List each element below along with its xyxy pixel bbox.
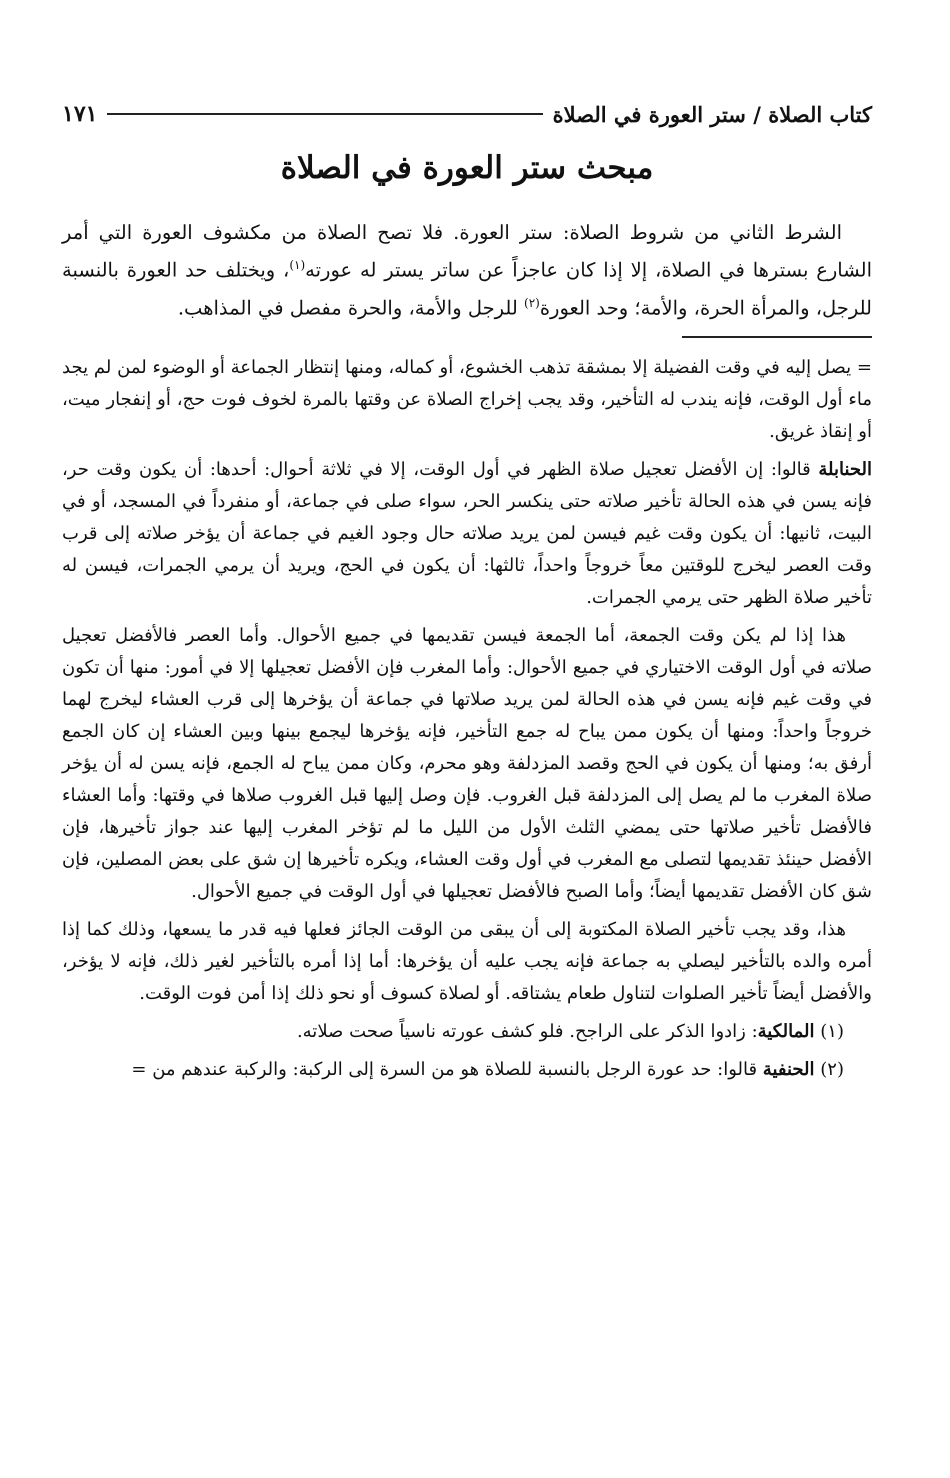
section-title: مبحث ستر العورة في الصلاة xyxy=(280,150,654,186)
running-title: كتاب الصلاة / ستر العورة في الصلاة xyxy=(552,101,872,127)
footnote-2-number: (٢) xyxy=(820,1059,844,1080)
note-paragraph-2: هذا إذا لم يكن وقت الجمعة، أما الجمعة فيسن تقديمها في جميع الأحوال. وأما العصر فالأفضل تعجيل صلاته في أول الوقت الاختياري في جميع الأحوال: وأما المغرب فإن الأفضل تعجيلها إلا في أمور: منها أن تكون في وقت غيم فإنه يسن في هذه الحالة لمن يريد صلاتها في جماعة أن يؤخرها إلى قرب العشاء ليخرج لهما خروجاً واحداً: ومنها أن يكون ممن يباح له جمع التأخير، فإنه يؤخرها ليجمع بينها وبين العشاء إن كان الجمع أرفق به؛ ومنها أن يكون في الحج وقصد المزدلفة وهو محرم، وكان ممن يباح له الجمع، فإنه يسن له أن يؤخر صلاة المغرب ما لم يصل إلى المزدلفة قبل الغروب. فإن وصل إليها قبل الغروب صلاها في وقتها: وأما العشاء فالأفضل تأخير صلاتها حتى يمضي الثلث الأول من الليل ما لم تؤخر المغرب إليها عند جواز تأخيرها، فإن الأفضل حينئذ تقديمها لتصلى مع المغرب في أول وقت العشاء، ويكره تأخيرها إن شق على بعض المصلين، فإن شق كان الأفضل تقديمها أيضاً؛ وأما الصبح فالأفضل تعجيلها في أول الوقت في جميع الأحوال. xyxy=(62,625,873,902)
main-text-part-3: للرجل والأمة، والحرة مفصل في المذاهب. xyxy=(177,296,524,319)
footnote-1-text: : زادوا الذكر على الراجح. فلو كشف عورته ناسياً صحت صلاته. xyxy=(296,1021,758,1042)
note-paragraph-3: هذا، وقد يجب تأخير الصلاة المكتوبة إلى أن يبقى من الوقت الجائز فعلها فيه قدر ما يسعها، وذلك كما إذا أمره والده بالتأخير ليصلي به جماعة فإنه يجب عليه أن يؤخرها: أما إذا أمره بالتأخير لغير ذلك، فإنه لا يؤخر، والأفضل أيضاً تأخير الصلوات لتناول طعام يشتاقه. أو لصلاة كسوف أو نحو ذلك إذا أمن فوت الوقت. xyxy=(62,919,872,1004)
footnote-ref-2: (٢) xyxy=(524,295,540,310)
footnote-2 xyxy=(62,1054,872,1086)
footnote-2-label: الحنفية xyxy=(762,1059,815,1080)
main-text xyxy=(62,216,872,324)
footnote-ref-1: (١) xyxy=(289,258,306,272)
footnote-1-label: المالكية xyxy=(757,1021,815,1042)
main-text-part-2: ، ويختلف حد العورة بالنسبة للرجل، والمرأة الحرة، والأمة؛ وحد العورة xyxy=(62,258,872,319)
footnote-2-text: قالوا: حد عورة الرجل بالنسبة للصلاة هو من السرة إلى الركبة: والركبة عندهم من = xyxy=(131,1059,763,1080)
running-header xyxy=(62,92,872,136)
hanabila-text: قالوا: إن الأفضل تعجيل صلاة الظهر في أول الوقت، إلا في ثلاثة أحوال: أحدها: أن يكون وقت حر، فإنه يسن في هذه الحالة تأخير صلاته حتى ينكسر الحر، سواء صلى في جماعة، أو منفرداً في المسجد، أو في البيت، ثانيها: أن يكون وقت غيم فيسن لمن يريد صلاته حال وجود الغيم في جماعة أن يؤخر صلاته إلى قرب وقت العصر ليخرج للوقتين معاً خروجاً واحداً، ثالثها: أن يكون في الحج، ويريد أن يرمي الجمرات، فيسن له تأخير صلاة الظهر حتى يرمي الجمرات. xyxy=(62,459,872,608)
main-paragraph xyxy=(62,216,872,324)
main-text-part-1: الشرط الثاني من شروط الصلاة: ستر العورة. فلا تصح الصلاة من مكشوف العورة التي أمر الشارع بسترها في الصلاة، إلا إذا كان عاجزاً عن ساتر يستر له عورته xyxy=(62,221,872,282)
hanabila-label: الحنابلة xyxy=(818,459,872,480)
footnote-divider xyxy=(682,336,872,338)
hanabila-note xyxy=(62,454,872,614)
header-rule xyxy=(107,113,542,115)
footnotes xyxy=(62,352,872,1086)
continued-note: = يصل إليه في وقت الفضيلة إلا بمشقة تذهب الخشوع، أو كماله، ومنها إنتظار الجماعة أو الوضوء لمن لم يجد ماء أول الوقت، فإنه يندب له التأخير، وقد يجب إخراج الصلاة عن وقتها بالمرة لخوف فوت حج، أو إنفجار ميت، أو إنقاذ غريق. xyxy=(62,357,872,442)
footnote-1 xyxy=(62,1016,872,1048)
footnote-1-number: (١) xyxy=(820,1021,844,1042)
page-number: ١٧١ xyxy=(62,101,98,127)
